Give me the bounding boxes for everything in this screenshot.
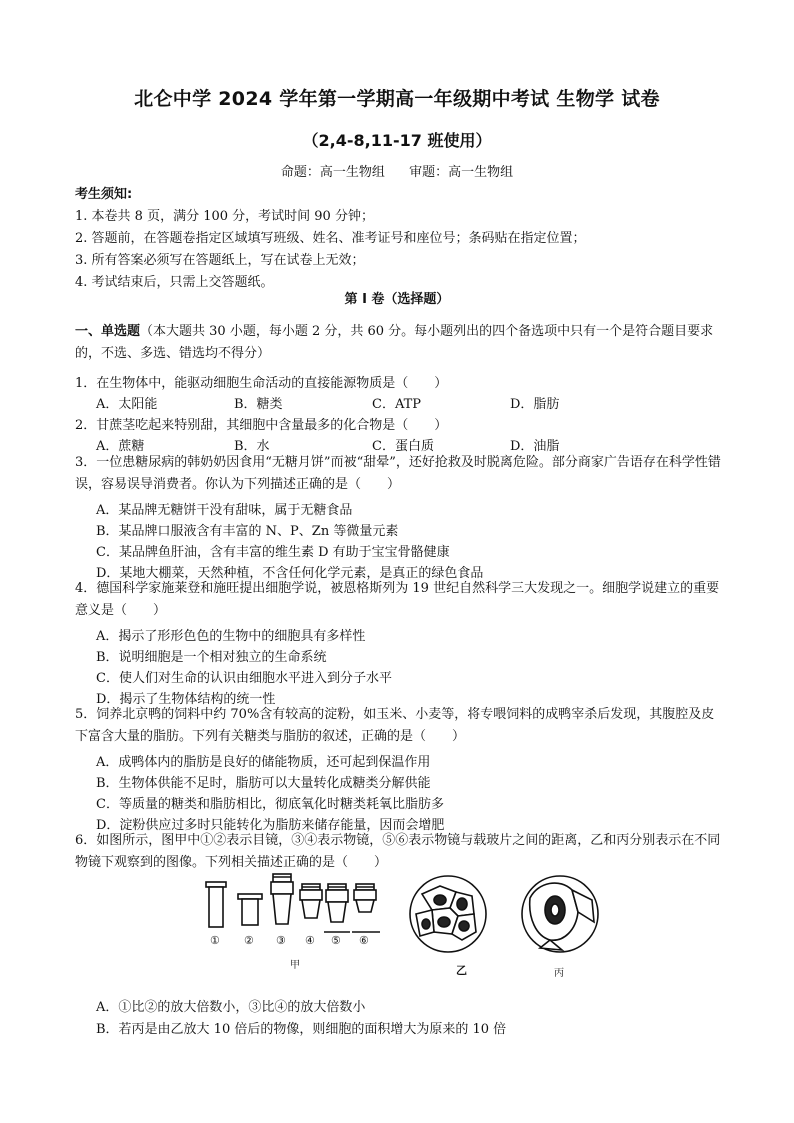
section-heading-bold: 一、单选题 xyxy=(75,324,141,339)
panel-label-jia: 甲 xyxy=(290,960,300,971)
option: A．蔗糖 xyxy=(96,439,145,454)
option: A．太阳能 xyxy=(96,397,158,412)
option-row xyxy=(96,393,696,412)
author-line xyxy=(0,161,794,180)
panel-label-yi: 乙 xyxy=(456,964,467,977)
notice-item: 1. 本卷共 8 页，满分 100 分，考试时间 90 分钟； xyxy=(75,209,374,224)
option: C．等质量的糖类和脂肪相比，彻底氧化时糖类耗氧比脂肪多 xyxy=(96,797,444,812)
figure-label: ① xyxy=(210,934,220,947)
option: B．糖类 xyxy=(234,397,283,412)
option: C．使人们对生命的认识由细胞水平进入到分子水平 xyxy=(96,671,392,686)
option: D．油脂 xyxy=(510,439,560,454)
objective-lens-icon xyxy=(271,874,293,924)
option: B．若丙是由乙放大 10 倍后的物像，则细胞的面积增大为原来的 10 倍 xyxy=(96,1022,507,1037)
figure-label: ⑥ xyxy=(359,934,369,947)
figure-label: ③ xyxy=(276,934,286,947)
option: C．某品牌鱼肝油，含有丰富的维生素 D 有助于宝宝骨骼健康 xyxy=(96,545,450,560)
eyepiece-long-icon xyxy=(206,882,226,927)
microscope-figure xyxy=(200,872,620,990)
question-stem: 2．甘蔗茎吃起来特别甜，其细胞中含量最多的化合物是（ ） xyxy=(75,418,448,433)
option: B．生物体供能不足时，脂肪可以大量转化成糖类分解供能 xyxy=(96,776,431,791)
question-stem: 4．德国科学家施莱登和施旺提出细胞学说，被恩格斯列为 19 世纪自然科学三大发现之一。细胞学说建立的重要意义是（ ） xyxy=(75,581,720,618)
figure-label: ④ xyxy=(305,934,315,947)
section-title: 第 I 卷（选择题） xyxy=(344,292,450,307)
notice-item: 2. 答题前，在答题卷指定区域填写班级、姓名、准考证号和座位号；条码贴在指定位置； xyxy=(75,231,586,246)
question-stem: 6．如图所示，图甲中①②表示目镜，③④表示物镜，⑤⑥表示物镜与载玻片之间的距离，乙和丙分别表示在不同物镜下观察到的图像。下列相关描述正确的是（ ） xyxy=(75,833,721,870)
option: D．揭示了生物体结构的统一性 xyxy=(96,692,276,707)
question-stem: 1．在生物体中，能驱动细胞生命活动的直接能源物质是（ ） xyxy=(75,376,448,391)
exam-subtitle: （2,4-8,11-17 班使用） xyxy=(302,131,492,150)
section-heading-rest: （本大题共 30 小题，每小题 2 分，共 60 分。每小题列出的四个备选项中只有一个是符合题目要求的，不选、多选、错选均不得分） xyxy=(75,324,714,361)
notice-item: 3. 所有答案必须写在答题纸上，写在试卷上无效； xyxy=(75,253,365,268)
option: D．某地大棚菜，天然种植，不含任何化学元素，是真正的绿色食品 xyxy=(96,566,484,581)
option: A．成鸭体内的脂肪是良好的储能物质，还可起到保温作用 xyxy=(96,755,431,770)
option: C．ATP xyxy=(372,397,422,412)
notice-item: 4. 考试结束后，只需上交答题纸。 xyxy=(75,275,274,290)
cell-view-low-mag-icon xyxy=(410,876,486,952)
option: D．淀粉供应过多时只能转化为脂肪来储存能量，因而会增肥 xyxy=(96,818,445,833)
objective-lens-icon xyxy=(354,884,376,912)
objective-lens-icon xyxy=(300,884,322,918)
question-stem: 3．一位患糖尿病的韩奶奶因食用“无糖月饼”而被“甜晕”，还好抢救及时脱离危险。部分商家广告语存在科学性错误，容易误导消费者。你认为下列描述正确的是（ ） xyxy=(75,455,721,492)
question-stem: 5．饲养北京鸭的饲料中约 70%含有较高的淀粉，如玉米、小麦等，将专喂饲料的成鸭宰杀后发现，其腹腔及皮下富含大量的脂肪。下列有关糖类与脂肪的叙述，正确的是（ ） xyxy=(75,707,715,744)
option: B．说明细胞是一个相对独立的生命系统 xyxy=(96,650,327,665)
cell-view-high-mag-icon xyxy=(522,876,598,952)
option: A．①比②的放大倍数小，③比④的放大倍数小 xyxy=(96,1000,366,1015)
eyepiece-short-icon xyxy=(238,894,262,925)
reviewer: 审题：高一生物组 xyxy=(409,165,514,180)
figure-label: ⑤ xyxy=(331,934,341,947)
exam-title: 北仑中学 2024 学年第一学期高一年级期中考试 生物学 试卷 xyxy=(134,88,660,110)
option: C．蛋白质 xyxy=(372,439,434,454)
option: B．水 xyxy=(234,439,270,454)
option: A．某品牌无糖饼干没有甜味，属于无糖食品 xyxy=(96,503,353,518)
option: A．揭示了形形色色的生物中的细胞具有多样性 xyxy=(96,629,366,644)
option: D．脂肪 xyxy=(510,397,560,412)
panel-label-bing: 丙 xyxy=(554,968,564,979)
section-heading xyxy=(75,321,725,365)
notice-heading: 考生须知: xyxy=(75,187,133,202)
objective-lens-icon xyxy=(326,884,348,922)
option: B．某品牌口服液含有丰富的 N、P、Zn 等微量元素 xyxy=(96,524,399,539)
figure-label: ② xyxy=(244,934,254,947)
setter: 命题：高一生物组 xyxy=(280,165,385,180)
